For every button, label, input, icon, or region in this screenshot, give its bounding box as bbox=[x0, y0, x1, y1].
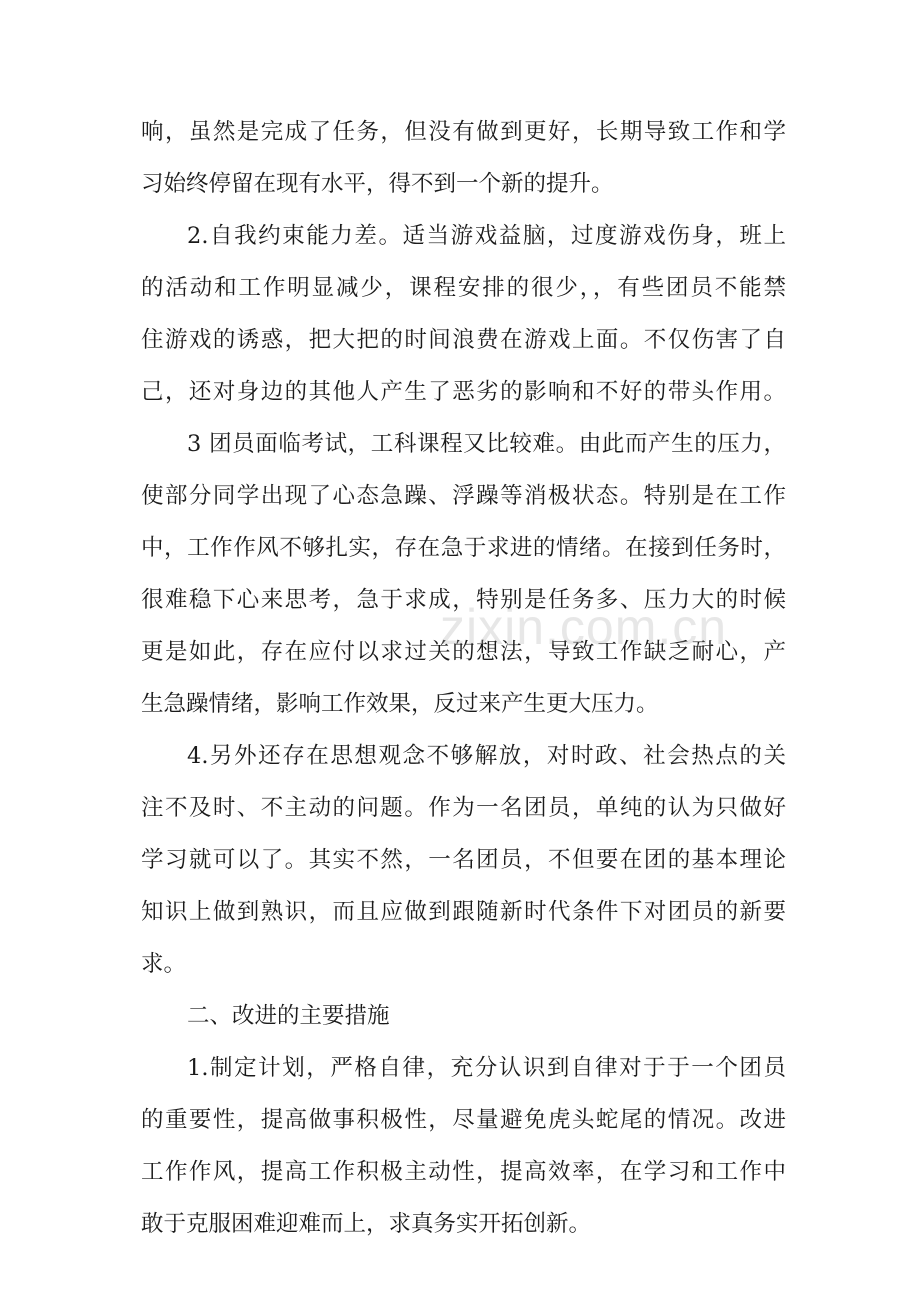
text-line: 响，虽然是完成了任务，但没有做到更好，长期导致工作和学 bbox=[141, 119, 786, 145]
text-line: 己，还对身边的其他人产生了恶劣的影响和不好的带头作用。 bbox=[141, 379, 786, 405]
section-heading: 二、改进的主要措施 bbox=[187, 1003, 390, 1029]
text-line: 的重要性，提高做事积极性，尽量避免虎头蛇尾的情况。改进 bbox=[141, 1107, 786, 1133]
text-line: 知识上做到熟识，而且应做到跟随新时代条件下对团员的新要 bbox=[141, 899, 786, 925]
text-line: 敢于克服困难迎难而上，求真务实开拓创新。 bbox=[141, 1211, 592, 1237]
text-line: 生急躁情绪，影响工作效果，反过来产生更大压力。 bbox=[141, 691, 659, 717]
document-body bbox=[141, 106, 786, 1250]
text-line: 注不及时、不主动的问题。作为一名团员，单纯的认为只做好 bbox=[141, 795, 786, 821]
text-line: 3 团员面临考试，工科课程又比较难。由此而产生的压力， bbox=[187, 431, 786, 457]
text-line: 4.另外还存在思想观念不够解放，对时政、社会热点的关 bbox=[187, 743, 786, 769]
text-line: 中，工作作风不够扎实，存在急于求进的情绪。在接到任务时， bbox=[141, 535, 786, 561]
text-line: 习始终停留在现有水平，得不到一个新的提升。 bbox=[141, 171, 614, 197]
text-line: 的活动和工作明显减少，课程安排的很少，，有些团员不能禁 bbox=[141, 275, 786, 301]
text-line: 住游戏的诱惑，把大把的时间浪费在游戏上面。不仅伤害了自 bbox=[141, 327, 786, 353]
text-line: 2.自我约束能力差。适当游戏益脑，过度游戏伤身，班上 bbox=[187, 223, 786, 249]
text-line: 求。 bbox=[141, 951, 187, 977]
text-line: 学习就可以了。其实不然，一名团员，不但要在团的基本理论 bbox=[141, 847, 786, 873]
text-line: 更是如此，存在应付以求过关的想法，导致工作缺乏耐心，产 bbox=[141, 639, 786, 665]
text-line: 1.制定计划，严格自律，充分认识到自律对于于一个团员 bbox=[187, 1055, 786, 1081]
text-line: 使部分同学出现了心态急躁、浮躁等消极状态。特别是在工作 bbox=[141, 483, 786, 509]
text-line: 工作作风，提高工作积极主动性，提高效率，在学习和工作中 bbox=[141, 1159, 786, 1185]
text-line: 很难稳下心来思考，急于求成，特别是任务多、压力大的时候 bbox=[141, 587, 786, 613]
watermark-text: zixin.com.cn bbox=[440, 599, 728, 655]
